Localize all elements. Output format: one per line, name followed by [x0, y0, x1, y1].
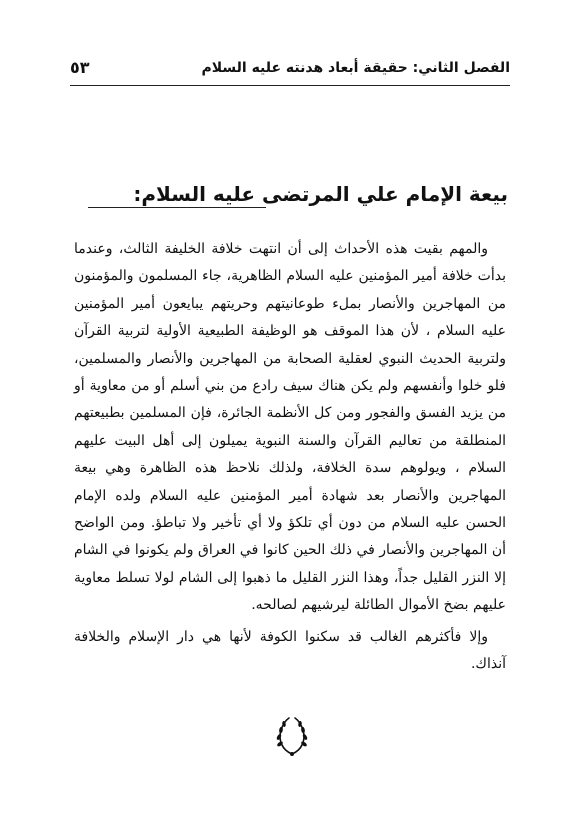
section-heading: بيعة الإمام علي المرتضى عليه السلام: — [133, 182, 508, 206]
laurel-wreath-icon — [274, 714, 310, 758]
paragraph: وإلا فأكثرهم الغالب قد سكنوا الكوفة لأنها هي دار الإسلام والخلافة آنذاك. — [74, 628, 506, 673]
body-text — [74, 236, 506, 679]
running-header — [70, 56, 510, 86]
chapter-title: الفصل الثاني: حقيقة أبعاد هدنته عليه السلام — [201, 60, 510, 76]
page-number: ٥٣ — [70, 58, 90, 77]
heading-rule — [88, 207, 266, 208]
paragraph: والمهم بقيت هذه الأحداث إلى أن انتهت خلافة الخليفة الثالث، وعندما بدأت خلافة أمير المؤمنين عليه السلام الظاهرية، جاء المسلمون والمؤمنون من المهاجرين والأنصار بملء طوعانيتهم وحريتهم يبايعون أمير المؤمنين عليه السلام ، لأن هذا الموقف هو الوظيفة الطبيعية الأولية لتربية القرآن ولتربية الحديث النبوي لعقلية الصحابة من المهاجرين والأنصار والمسلمين، فلو خلوا وأنفسهم ولم يكن هناك سيف رادع من بني أسلم أو من معاوية أو من يزيد الفسق والفجور ومن كل الأنظمة الجائرة، فإن المسلمين بطبيعتهم المنطلقة من تعاليم القرآن والسنة النبوية يميلون إلى أهل البيت عليهم السلام ، ويولوهم سدة الخلافة، ولذلك نلاحظ هذه الظاهرة وهي بيعة المهاجرين والأنصار بعد شهادة أمير المؤمنين عليه السلام ولده الإمام الحسن عليه السلام من دون أي تلكؤ ولا أي تأخير ولا تباطؤ. ومن الواضح أن المهاجرين والأنصار في ذلك الحين كانوا في العراق ولم يكونوا في الشام إلا النزر القليل جداً، وهذا النزر القليل ما ذهبوا إلى الشام لولا تسلط معاوية عليهم بضخ الأموال الطائلة ليرشيهم لصالحه. — [74, 241, 506, 614]
header-rule — [70, 85, 510, 86]
